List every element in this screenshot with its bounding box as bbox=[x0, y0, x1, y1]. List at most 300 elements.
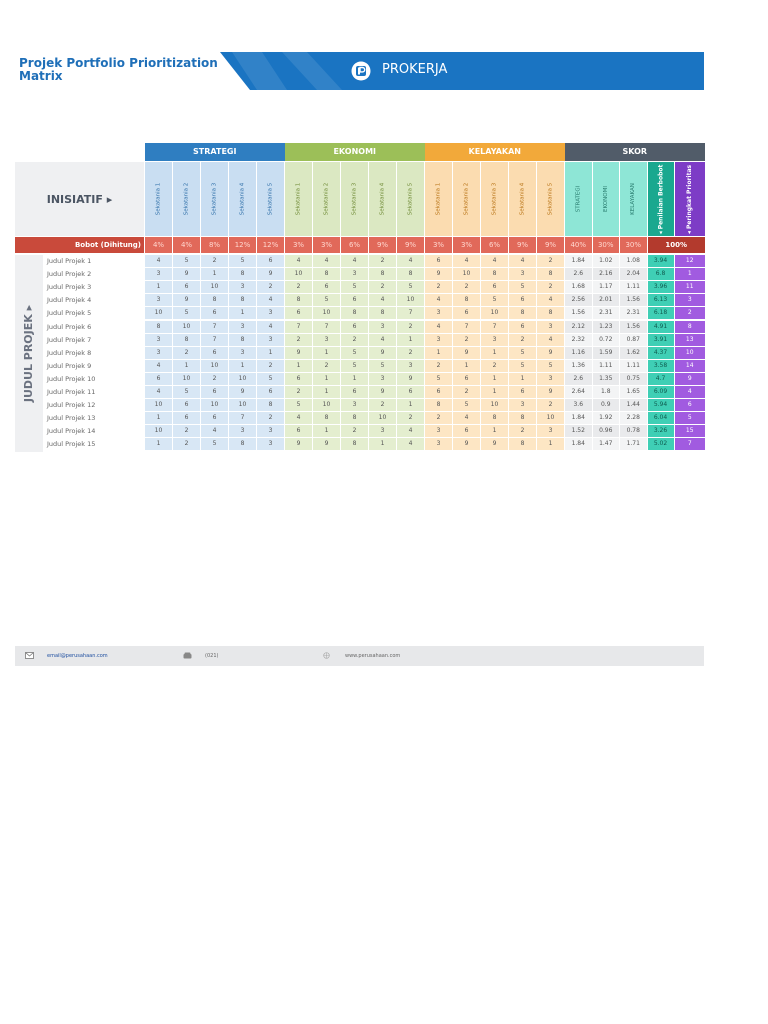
criteria-score: 8 bbox=[341, 412, 368, 424]
criteria-score: 6 bbox=[425, 255, 452, 267]
criteria-header bbox=[229, 162, 256, 236]
criteria-score: 4 bbox=[397, 425, 424, 437]
criteria-score: 6 bbox=[257, 255, 284, 267]
project-name: Judul Projek 4 bbox=[47, 296, 92, 305]
criteria-score: 1 bbox=[481, 373, 508, 385]
criteria-score: 5 bbox=[229, 255, 256, 267]
criteria-score: 3 bbox=[537, 373, 564, 385]
category-score: 1.71 bbox=[620, 438, 647, 450]
weighted-score: 5.02 bbox=[648, 438, 674, 450]
criteria-header bbox=[425, 162, 452, 236]
priority-rank: 13 bbox=[675, 334, 706, 346]
criteria-score: 1 bbox=[369, 438, 396, 450]
criteria-score: 3 bbox=[257, 307, 284, 319]
criteria-score: 2 bbox=[509, 334, 536, 346]
group-header-strategi: STRATEGI bbox=[145, 143, 285, 161]
criteria-score: 3 bbox=[425, 307, 452, 319]
criteria-score: 3 bbox=[509, 399, 536, 411]
criteria-score: 6 bbox=[341, 386, 368, 398]
criteria-score: 7 bbox=[285, 321, 312, 333]
weighted-score: 6.09 bbox=[648, 386, 674, 398]
page-title-line2: Matrix bbox=[19, 69, 63, 83]
criteria-score: 6 bbox=[173, 412, 200, 424]
priority-rank-header bbox=[675, 162, 706, 236]
project-name: Judul Projek 12 bbox=[47, 401, 96, 410]
criteria-score: 5 bbox=[537, 360, 564, 372]
priority-rank: 15 bbox=[675, 425, 706, 437]
criteria-score: 4 bbox=[369, 294, 396, 306]
criteria-label: Sekatania 1 bbox=[155, 182, 162, 216]
criteria-score: 8 bbox=[257, 399, 284, 411]
criteria-score: 5 bbox=[201, 438, 228, 450]
criteria-score: 1 bbox=[481, 425, 508, 437]
priority-rank: 8 bbox=[675, 321, 706, 333]
criteria-score: 9 bbox=[537, 386, 564, 398]
priority-rank: 10 bbox=[675, 347, 706, 359]
criteria-score: 8 bbox=[509, 307, 536, 319]
priority-rank: 9 bbox=[675, 373, 706, 385]
criteria-score: 10 bbox=[481, 399, 508, 411]
weighted-score: 3.94 bbox=[648, 255, 674, 267]
criteria-score: 2 bbox=[173, 425, 200, 437]
criteria-score: 4 bbox=[201, 425, 228, 437]
criteria-score: 4 bbox=[397, 438, 424, 450]
criteria-score: 9 bbox=[453, 347, 480, 359]
criteria-header bbox=[453, 162, 480, 236]
criteria-score: 5 bbox=[257, 373, 284, 385]
weight-value: 4% bbox=[173, 237, 200, 253]
category-score: 1.16 bbox=[565, 347, 592, 359]
criteria-score: 6 bbox=[341, 294, 368, 306]
criteria-score: 10 bbox=[229, 399, 256, 411]
category-score: 2.31 bbox=[593, 307, 620, 319]
criteria-score: 6 bbox=[425, 386, 452, 398]
page-title-line1: Projek Portfolio Prioritization bbox=[19, 56, 218, 70]
criteria-score: 9 bbox=[369, 347, 396, 359]
category-score: 2.01 bbox=[593, 294, 620, 306]
project-name: Judul Projek 15 bbox=[47, 440, 96, 449]
criteria-score: 2 bbox=[425, 360, 452, 372]
criteria-score: 6 bbox=[341, 321, 368, 333]
criteria-score: 8 bbox=[397, 268, 424, 280]
criteria-score: 8 bbox=[537, 307, 564, 319]
criteria-score: 4 bbox=[425, 321, 452, 333]
category-score: 1.62 bbox=[620, 347, 647, 359]
category-score: 2.16 bbox=[593, 268, 620, 280]
criteria-score: 3 bbox=[369, 321, 396, 333]
criteria-score: 6 bbox=[201, 386, 228, 398]
criteria-header bbox=[537, 162, 564, 236]
category-score: 2.6 bbox=[565, 373, 592, 385]
criteria-score: 8 bbox=[313, 412, 340, 424]
criteria-score: 7 bbox=[201, 321, 228, 333]
criteria-score: 4 bbox=[453, 412, 480, 424]
category-score: 3.6 bbox=[565, 399, 592, 411]
initiative-label: INISIATIF ▸ bbox=[46, 192, 113, 206]
criteria-score: 8 bbox=[537, 268, 564, 280]
criteria-label: Sekatania 5 bbox=[547, 182, 554, 216]
globe-icon bbox=[322, 652, 331, 659]
criteria-score: 3 bbox=[229, 281, 256, 293]
weight-value: 9% bbox=[509, 237, 536, 253]
criteria-score: 5 bbox=[509, 360, 536, 372]
criteria-score: 6 bbox=[285, 373, 312, 385]
criteria-score: 8 bbox=[481, 268, 508, 280]
criteria-score: 8 bbox=[229, 294, 256, 306]
criteria-score: 4 bbox=[257, 294, 284, 306]
criteria-score: 4 bbox=[341, 255, 368, 267]
category-score: 1.02 bbox=[593, 255, 620, 267]
weight-value: 4% bbox=[145, 237, 172, 253]
criteria-score: 6 bbox=[201, 347, 228, 359]
project-name: Judul Projek 2 bbox=[47, 270, 92, 279]
category-score: 1.84 bbox=[565, 412, 592, 424]
criteria-score: 5 bbox=[285, 399, 312, 411]
criteria-header bbox=[285, 162, 312, 236]
criteria-score: 10 bbox=[229, 373, 256, 385]
criteria-score: 1 bbox=[313, 425, 340, 437]
criteria-score: 2 bbox=[537, 399, 564, 411]
criteria-score: 1 bbox=[285, 360, 312, 372]
criteria-score: 9 bbox=[285, 347, 312, 359]
criteria-score: 8 bbox=[369, 307, 396, 319]
criteria-label: Sekatania 3 bbox=[211, 182, 218, 216]
criteria-score: 10 bbox=[537, 412, 564, 424]
criteria-score: 4 bbox=[453, 255, 480, 267]
category-score: 1.08 bbox=[620, 255, 647, 267]
criteria-score: 9 bbox=[481, 438, 508, 450]
weighted-score: 4.37 bbox=[648, 347, 674, 359]
criteria-score: 1 bbox=[313, 373, 340, 385]
criteria-score: 6 bbox=[285, 425, 312, 437]
priority-rank: 1 bbox=[675, 268, 706, 280]
category-score: 1.68 bbox=[565, 281, 592, 293]
criteria-score: 3 bbox=[537, 321, 564, 333]
category-score: 2.28 bbox=[620, 412, 647, 424]
criteria-score: 6 bbox=[509, 386, 536, 398]
criteria-score: 7 bbox=[453, 321, 480, 333]
criteria-score: 4 bbox=[369, 334, 396, 346]
weighted-score: 3.58 bbox=[648, 360, 674, 372]
criteria-score: 1 bbox=[481, 347, 508, 359]
weight-value: 12% bbox=[257, 237, 284, 253]
criteria-score: 8 bbox=[341, 307, 368, 319]
score-header-ekonomi bbox=[593, 162, 620, 236]
weight-value: 3% bbox=[285, 237, 312, 253]
criteria-score: 2 bbox=[257, 281, 284, 293]
criteria-score: 5 bbox=[453, 399, 480, 411]
weighted-score: 3.91 bbox=[648, 334, 674, 346]
weight-value: 8% bbox=[201, 237, 228, 253]
criteria-score: 2 bbox=[201, 255, 228, 267]
priority-rank: 4 bbox=[675, 386, 706, 398]
criteria-score: 6 bbox=[173, 281, 200, 293]
criteria-score: 10 bbox=[201, 281, 228, 293]
category-score: 1.47 bbox=[593, 438, 620, 450]
criteria-score: 4 bbox=[537, 334, 564, 346]
weights-label: Bobot (Dihitung) bbox=[15, 237, 144, 253]
footer-website[interactable]: www.perusahaan.com bbox=[345, 653, 401, 659]
category-score: 1.35 bbox=[593, 373, 620, 385]
priority-rank: 11 bbox=[675, 281, 706, 293]
criteria-score: 1 bbox=[173, 360, 200, 372]
criteria-score: 5 bbox=[369, 360, 396, 372]
criteria-score: 6 bbox=[285, 307, 312, 319]
criteria-score: 2 bbox=[369, 255, 396, 267]
criteria-score: 6 bbox=[397, 386, 424, 398]
criteria-score: 1 bbox=[509, 373, 536, 385]
criteria-score: 3 bbox=[145, 268, 172, 280]
weighted-score: 3.96 bbox=[648, 281, 674, 293]
criteria-label: Sekatania 1 bbox=[295, 182, 302, 216]
criteria-score: 10 bbox=[145, 425, 172, 437]
criteria-score: 7 bbox=[313, 321, 340, 333]
weighted-score: 4.91 bbox=[648, 321, 674, 333]
criteria-score: 8 bbox=[145, 321, 172, 333]
criteria-score: 3 bbox=[229, 321, 256, 333]
score-header-strategi bbox=[565, 162, 592, 236]
criteria-score: 3 bbox=[341, 399, 368, 411]
criteria-score: 5 bbox=[397, 281, 424, 293]
category-score: 1.92 bbox=[593, 412, 620, 424]
criteria-score: 6 bbox=[145, 373, 172, 385]
criteria-score: 1 bbox=[201, 268, 228, 280]
category-score: 1.65 bbox=[620, 386, 647, 398]
priority-rank: 3 bbox=[675, 294, 706, 306]
criteria-score: 10 bbox=[145, 307, 172, 319]
criteria-header bbox=[369, 162, 396, 236]
project-name: Judul Projek 14 bbox=[47, 427, 96, 436]
footer-email[interactable]: email@perusahaan.com bbox=[47, 653, 108, 659]
criteria-score: 8 bbox=[509, 438, 536, 450]
criteria-score: 1 bbox=[397, 399, 424, 411]
category-score: 1.56 bbox=[620, 321, 647, 333]
criteria-score: 4 bbox=[145, 360, 172, 372]
weighted-score: 3.26 bbox=[648, 425, 674, 437]
criteria-score: 2 bbox=[341, 334, 368, 346]
criteria-score: 6 bbox=[481, 281, 508, 293]
criteria-score: 2 bbox=[341, 425, 368, 437]
category-score: 2.04 bbox=[620, 268, 647, 280]
criteria-score: 10 bbox=[369, 412, 396, 424]
criteria-score: 1 bbox=[145, 438, 172, 450]
criteria-score: 2 bbox=[537, 255, 564, 267]
criteria-score: 9 bbox=[537, 347, 564, 359]
criteria-score: 5 bbox=[341, 347, 368, 359]
criteria-score: 2 bbox=[481, 360, 508, 372]
criteria-score: 3 bbox=[369, 425, 396, 437]
category-score: 2.6 bbox=[565, 268, 592, 280]
criteria-score: 9 bbox=[173, 294, 200, 306]
criteria-score: 4 bbox=[481, 255, 508, 267]
criteria-score: 3 bbox=[397, 360, 424, 372]
criteria-score: 3 bbox=[425, 334, 452, 346]
criteria-score: 2 bbox=[453, 281, 480, 293]
criteria-score: 1 bbox=[229, 360, 256, 372]
category-score: 2.32 bbox=[565, 334, 592, 346]
criteria-label: Sekatania 4 bbox=[379, 182, 386, 216]
priority-rank: 2 bbox=[675, 307, 706, 319]
criteria-score: 3 bbox=[425, 425, 452, 437]
criteria-score: 6 bbox=[453, 373, 480, 385]
criteria-score: 5 bbox=[173, 386, 200, 398]
criteria-score: 3 bbox=[369, 373, 396, 385]
criteria-label: Sekatania 3 bbox=[491, 182, 498, 216]
criteria-header bbox=[341, 162, 368, 236]
category-score: 0.96 bbox=[593, 425, 620, 437]
category-score: 1.8 bbox=[593, 386, 620, 398]
criteria-score: 5 bbox=[341, 360, 368, 372]
criteria-score: 5 bbox=[173, 255, 200, 267]
criteria-score: 1 bbox=[229, 307, 256, 319]
criteria-score: 6 bbox=[257, 386, 284, 398]
criteria-score: 5 bbox=[313, 294, 340, 306]
category-score: 1.11 bbox=[620, 281, 647, 293]
criteria-score: 9 bbox=[369, 386, 396, 398]
criteria-score: 3 bbox=[229, 425, 256, 437]
priority-rank: 6 bbox=[675, 399, 706, 411]
criteria-score: 10 bbox=[453, 268, 480, 280]
weight-value: 6% bbox=[341, 237, 368, 253]
project-name: Judul Projek 10 bbox=[47, 374, 96, 383]
criteria-score: 9 bbox=[313, 438, 340, 450]
category-score: 1.56 bbox=[565, 307, 592, 319]
score-weight-value: 30% bbox=[620, 237, 647, 253]
criteria-score: 3 bbox=[257, 425, 284, 437]
criteria-header bbox=[201, 162, 228, 236]
weighted-score: 6.18 bbox=[648, 307, 674, 319]
weight-value: 3% bbox=[425, 237, 452, 253]
criteria-score: 3 bbox=[313, 334, 340, 346]
criteria-score: 2 bbox=[453, 386, 480, 398]
brand-name: PROKERJA bbox=[382, 62, 448, 77]
criteria-score: 2 bbox=[313, 360, 340, 372]
weight-value: 3% bbox=[453, 237, 480, 253]
criteria-score: 2 bbox=[369, 281, 396, 293]
category-score: 1.84 bbox=[565, 255, 592, 267]
criteria-score: 1 bbox=[313, 347, 340, 359]
page-title bbox=[19, 57, 229, 83]
criteria-score: 4 bbox=[425, 294, 452, 306]
criteria-label: Sekatania 5 bbox=[267, 182, 274, 216]
criteria-score: 5 bbox=[509, 347, 536, 359]
criteria-score: 1 bbox=[481, 386, 508, 398]
criteria-score: 3 bbox=[537, 425, 564, 437]
score-weight-value: 30% bbox=[593, 237, 620, 253]
criteria-score: 1 bbox=[425, 347, 452, 359]
score-header-label: STRATEGI bbox=[575, 185, 582, 213]
criteria-score: 2 bbox=[173, 438, 200, 450]
criteria-score: 8 bbox=[425, 399, 452, 411]
projects-label-text: JUDUL PROJEK ▸ bbox=[22, 304, 36, 402]
criteria-score: 7 bbox=[229, 412, 256, 424]
criteria-score: 4 bbox=[257, 321, 284, 333]
criteria-score: 8 bbox=[341, 438, 368, 450]
criteria-score: 10 bbox=[285, 268, 312, 280]
criteria-score: 9 bbox=[229, 386, 256, 398]
phone-icon bbox=[183, 652, 192, 659]
criteria-score: 8 bbox=[285, 294, 312, 306]
criteria-score: 10 bbox=[145, 399, 172, 411]
criteria-score: 10 bbox=[481, 307, 508, 319]
criteria-score: 3 bbox=[145, 347, 172, 359]
criteria-score: 8 bbox=[369, 268, 396, 280]
criteria-label: Sekatania 4 bbox=[519, 182, 526, 216]
criteria-score: 1 bbox=[453, 360, 480, 372]
criteria-score: 5 bbox=[425, 373, 452, 385]
brand-logo-icon bbox=[351, 61, 371, 81]
criteria-score: 10 bbox=[201, 360, 228, 372]
criteria-score: 2 bbox=[173, 347, 200, 359]
criteria-score: 3 bbox=[145, 294, 172, 306]
project-name: Judul Projek 5 bbox=[47, 309, 92, 318]
criteria-score: 8 bbox=[201, 294, 228, 306]
project-name: Judul Projek 8 bbox=[47, 348, 92, 357]
score-header-label: KELAYAKAN bbox=[630, 183, 637, 215]
criteria-score: 6 bbox=[313, 281, 340, 293]
weight-value: 3% bbox=[313, 237, 340, 253]
criteria-score: 3 bbox=[509, 268, 536, 280]
criteria-score: 7 bbox=[481, 321, 508, 333]
criteria-score: 4 bbox=[285, 412, 312, 424]
weighted-score: 6.04 bbox=[648, 412, 674, 424]
category-score: 1.36 bbox=[565, 360, 592, 372]
category-score: 2.12 bbox=[565, 321, 592, 333]
criteria-score: 2 bbox=[509, 425, 536, 437]
criteria-score: 4 bbox=[145, 386, 172, 398]
weighted-score: 6.13 bbox=[648, 294, 674, 306]
criteria-score: 6 bbox=[173, 399, 200, 411]
category-score: 2.56 bbox=[565, 294, 592, 306]
criteria-header bbox=[145, 162, 172, 236]
criteria-score: 8 bbox=[481, 412, 508, 424]
score-weight-value: 40% bbox=[565, 237, 592, 253]
category-score: 1.17 bbox=[593, 281, 620, 293]
group-header-ekonomi: EKONOMI bbox=[285, 143, 425, 161]
criteria-score: 4 bbox=[509, 255, 536, 267]
footer-phone: (021) bbox=[205, 653, 219, 659]
criteria-score: 5 bbox=[509, 281, 536, 293]
category-score: 2.64 bbox=[565, 386, 592, 398]
criteria-score: 3 bbox=[257, 438, 284, 450]
category-score: 1.11 bbox=[593, 360, 620, 372]
category-score: 0.78 bbox=[620, 425, 647, 437]
category-score: 0.75 bbox=[620, 373, 647, 385]
category-score: 0.72 bbox=[593, 334, 620, 346]
project-name: Judul Projek 9 bbox=[47, 361, 92, 370]
criteria-score: 1 bbox=[397, 334, 424, 346]
criteria-score: 5 bbox=[173, 307, 200, 319]
criteria-header bbox=[173, 162, 200, 236]
criteria-label: Sekatania 1 bbox=[435, 182, 442, 216]
criteria-score: 8 bbox=[173, 334, 200, 346]
priority-rank-header-label: ◂ Peringkat Prioritas bbox=[686, 164, 694, 234]
criteria-score: 2 bbox=[257, 412, 284, 424]
weight-value: 12% bbox=[229, 237, 256, 253]
criteria-score: 9 bbox=[173, 268, 200, 280]
project-name: Judul Projek 13 bbox=[47, 414, 96, 423]
category-score: 0.9 bbox=[593, 399, 620, 411]
weighted-score-header-label: ◂ Penilaian Berbobot bbox=[657, 164, 664, 234]
mail-icon bbox=[25, 652, 34, 659]
criteria-score: 6 bbox=[509, 321, 536, 333]
category-score: 2.31 bbox=[620, 307, 647, 319]
criteria-label: Sekatania 3 bbox=[351, 182, 358, 216]
criteria-score: 5 bbox=[341, 281, 368, 293]
criteria-label: Sekatania 2 bbox=[323, 182, 330, 216]
criteria-score: 6 bbox=[201, 307, 228, 319]
criteria-label: Sekatania 2 bbox=[183, 182, 190, 216]
